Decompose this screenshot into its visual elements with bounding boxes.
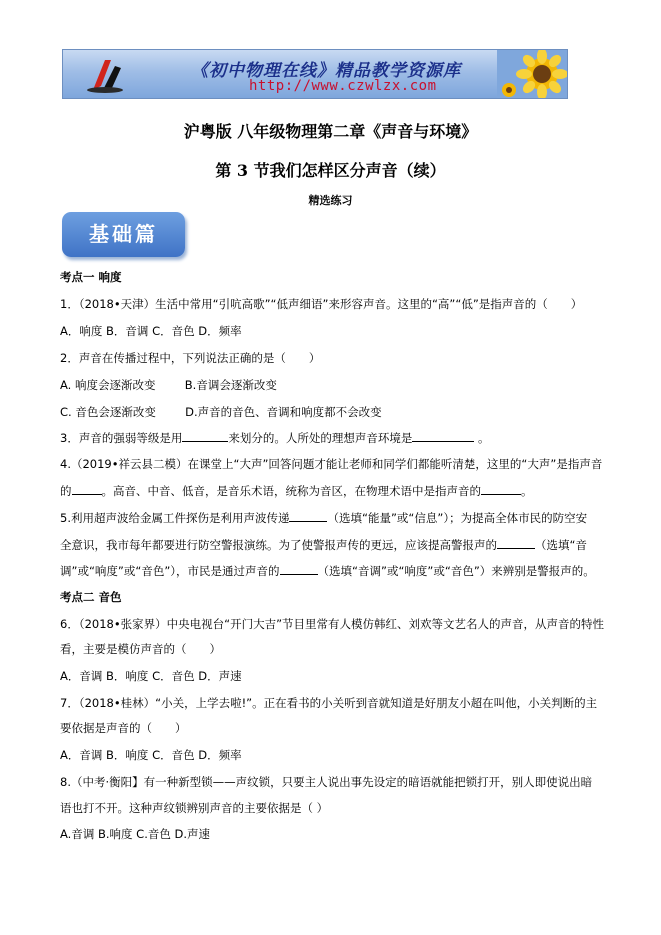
topic-heading-2: 考点二 音色: [60, 590, 122, 604]
question-2: 2．声音在传播过程中，下列说法正确的是（ ）: [60, 351, 321, 365]
question-5-part-4: （选填“音: [535, 538, 587, 552]
question-6: 6．（2018•张家界）中央电视台“开门大吉”节目里常有人模仿韩红、刘欢等文艺名人的声音，从声音的特性: [60, 617, 605, 631]
question-4-part-3: 。: [521, 484, 533, 498]
question-3: [60, 429, 489, 446]
section-title: 第 3 节我们怎样区分声音（续）: [215, 161, 446, 180]
sunflower-icon: [497, 50, 567, 99]
option-a: A. 响度会逐渐改变: [60, 378, 156, 392]
question-5-cont-2: [60, 562, 595, 579]
answer-blank: [412, 429, 474, 442]
question-4: 4.（2019•祥云县二模）在课堂上“大声”回答问题才能让老师和同学们都能听清楚，这里的“大声”是指声音: [60, 457, 603, 471]
option-b: B.音调会逐渐改变: [184, 378, 277, 392]
option-d: D.声音的音色、音调和响度都不会改变: [185, 405, 382, 419]
question-4-part-1: 的: [60, 484, 72, 498]
option-c: C. 音色会逐渐改变: [60, 405, 156, 419]
question-1-options: A．响度 B．音调 C．音色 D．频率: [60, 324, 242, 338]
header-banner: [62, 49, 568, 99]
question-5-part-1: 5.利用超声波给金属工件探伤是利用声波传递: [60, 511, 290, 525]
answer-blank: [289, 509, 327, 522]
question-5-part-6: （选填“音调”或“响度”或“音色”）来辨别是警报声的。: [317, 564, 595, 578]
banner-title: 《初中物理在线》精品教学资源库: [191, 61, 461, 81]
question-7: 7．（2018•桂林）“小关，上学去啦!”。正在看书的小关听到音就知道是好朋友小超在叫他，小关判断的主: [60, 696, 598, 710]
answer-blank: [481, 482, 521, 495]
question-6-options: A．音调 B．响度 C．音色 D．声速: [60, 669, 242, 683]
question-3-part-3: 。: [477, 431, 490, 445]
banner-url: http://www.czwlzx.com: [249, 78, 437, 94]
question-5-part-2: （选填“能量”或“信息”）；为提高全体市民的防空安: [327, 511, 588, 525]
question-8-cont: 语也打不开。这种声纹锁辨别声音的主要依据是（ ）: [60, 801, 329, 815]
answer-blank: [497, 536, 535, 549]
site-logo-icon: [85, 56, 125, 94]
answer-blank: [280, 562, 318, 575]
document-tag: 精选练习: [308, 194, 353, 207]
question-6-cont: 看，主要是模仿声音的（ ）: [60, 642, 221, 656]
question-3-part-2: 来划分的。人所处的理想声音环境是: [228, 431, 413, 445]
question-4-cont: [60, 482, 533, 499]
question-5-cont-1: [60, 536, 587, 553]
question-5-part-3: 全意识，我市每年都要进行防空警报演练。为了使警报声传的更远，应该提高警报声的: [60, 538, 497, 552]
topic-heading-1: 考点一 响度: [60, 270, 122, 284]
question-8: 8.（中考·衡阳】有一种新型锁——声纹锁，只要主人说出事先设定的暗语就能把锁打开，别人即使说出暗: [60, 775, 593, 789]
section-badge: 基础篇: [62, 212, 185, 257]
document-title: 沪粤版 八年级物理第二章《声音与环境》: [183, 122, 478, 141]
question-5-part-5: 调”或“响度”或“音色”），市民是通过声音的: [60, 564, 280, 578]
question-3-part-1: 3．声音的强弱等级是用: [60, 431, 183, 445]
question-1: 1．（2018•天津）生活中常用“引吭高歌”“低声细语”来形容声音。这里的“高”“低”是指声音的（ ）: [60, 297, 583, 311]
question-5: [60, 509, 587, 526]
question-7-options: A．音调 B．响度 C．音色 D．频率: [60, 748, 242, 762]
answer-blank: [72, 482, 102, 495]
question-8-options: A.音调 B.响度 C.音色 D.声速: [60, 827, 211, 841]
question-2-options-ab: [60, 377, 277, 393]
question-4-part-2: 。高音、中音、低音，是音乐术语，统称为音区，在物理术语中是指声音的: [101, 484, 481, 498]
answer-blank: [182, 429, 228, 442]
question-7-cont: 要依据是声音的（ ）: [60, 721, 187, 735]
question-2-options-cd: [60, 404, 382, 420]
